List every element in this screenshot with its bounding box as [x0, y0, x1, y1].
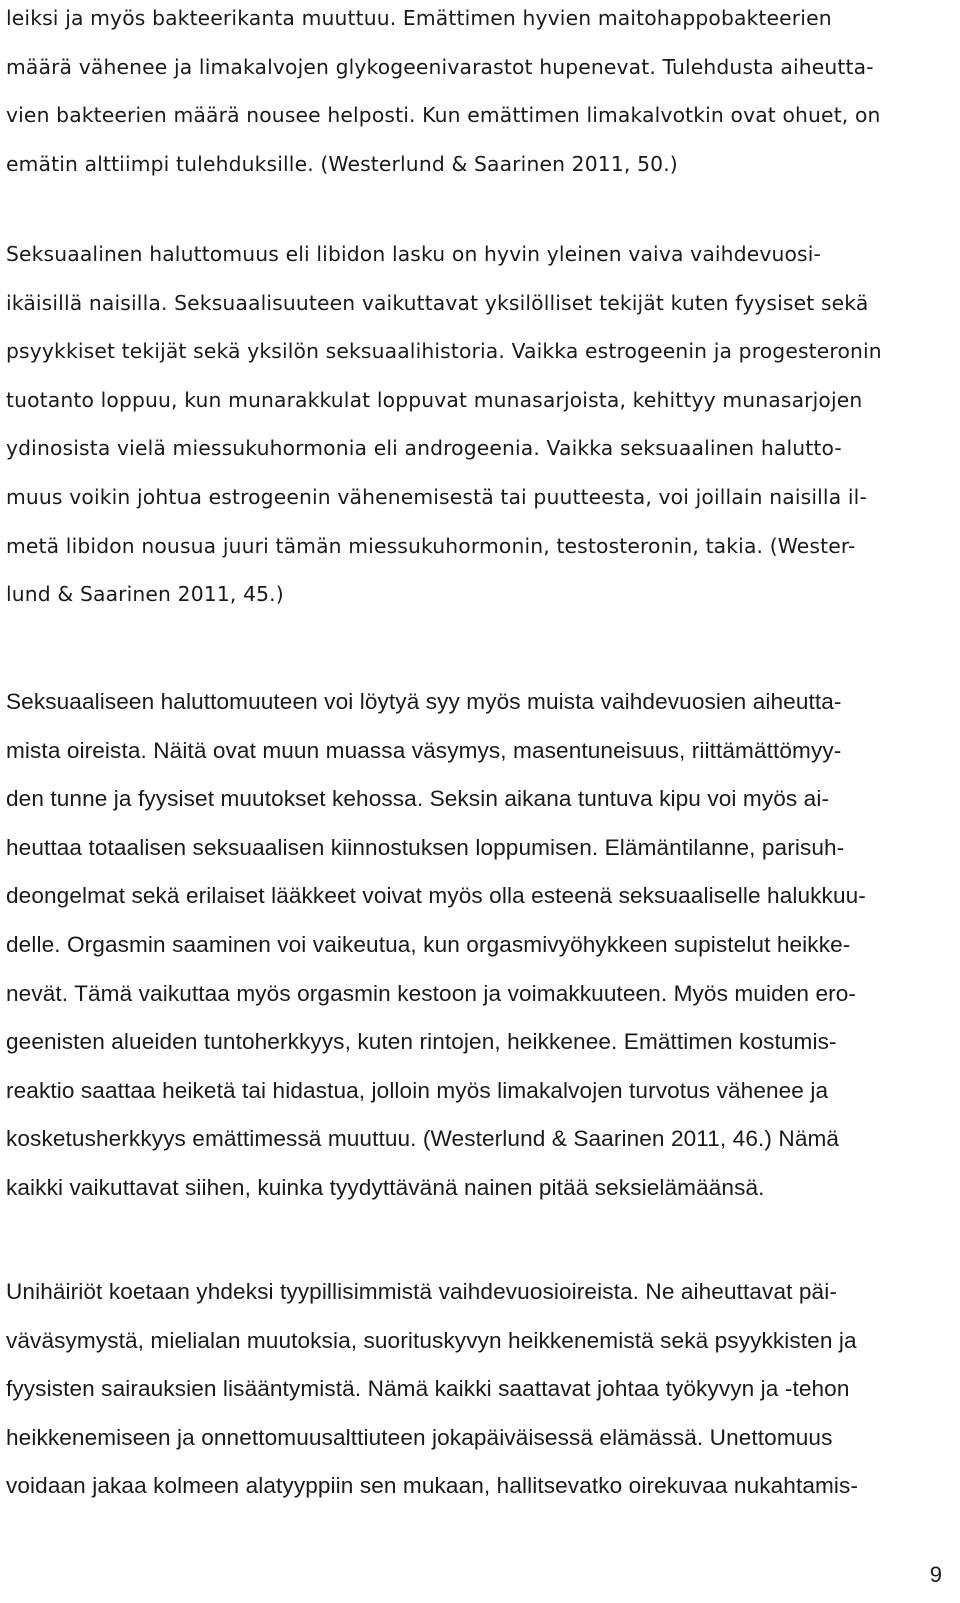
page-number: 9: [929, 1562, 942, 1587]
text-line: ydinosista vielä miessukuhormonia eli androgeenia. Vaikka seksuaalinen halutto-: [6, 436, 842, 461]
text-line: heuttaa totaalisen seksuaalisen kiinnostuksen loppumisen. Elämäntilanne, parisuh-: [6, 834, 845, 860]
text-line: heikkenemiseen ja onnettomuusalttiuteen jokapäiväisessä elämässä. Unettomuus: [6, 1424, 833, 1450]
text-line: mista oireista. Näitä ovat muun muassa väsymys, masentuneisuus, riittämättömyy-: [6, 737, 842, 763]
text-line: ikäisillä naisilla. Seksuaalisuuteen vaikuttavat yksilölliset tekijät kuten fyysiset sekä: [6, 290, 869, 315]
text-line: leiksi ja myös bakteerikanta muuttuu. Emättimen hyvien maitohappobakteerien: [6, 6, 832, 30]
paragraph-sexual-desire: [6, 230, 946, 619]
text-line: psyykkiset tekijät sekä yksilön seksuaalihistoria. Vaikka estrogeenin ja progesteronin: [6, 339, 882, 364]
text-line: reaktio saattaa heiketä tai hidastua, jolloin myös limakalvojen turvotus vähenee ja: [6, 1077, 829, 1103]
text-line: kaikki vaikuttavat siihen, kuinka tyydyttävänä nainen pitää seksielämäänsä.: [6, 1174, 765, 1200]
text-line: muus voikin johtua estrogeenin vähenemisestä tai puutteesta, voi joillain naisilla il-: [6, 484, 867, 509]
text-line: metä libidon nousua juuri tämän miessukuhormonin, testosteronin, takia. (Wester-: [6, 533, 856, 558]
text-line: määrä vähenee ja limakalvojen glykogeenivarastot hupenevat. Tulehdusta aiheutta-: [6, 54, 874, 79]
text-line: vien bakteerien määrä nousee helposti. Kun emättimen limakalvotkin ovat ohuet, on: [6, 103, 881, 128]
text-line: emätin alttiimpi tulehduksille. (Westerlund & Saarinen 2011, 50.): [6, 151, 678, 176]
paragraph-other-symptoms: [6, 678, 946, 1213]
text-line: nevät. Tämä vaikuttaa myös orgasmin kestoon ja voimakkuuteen. Myös muiden ero-: [6, 980, 857, 1006]
text-line: voidaan jakaa kolmeen alatyyppiin sen mukaan, hallitsevatko oirekuvaa nukahtamis-: [6, 1473, 859, 1499]
text-line: Seksuaaliseen haluttomuuteen voi löytyä syy myös muista vaihdevuosien aiheutta-: [6, 689, 842, 714]
text-line: deongelmat sekä erilaiset lääkkeet voivat myös olla esteenä seksuaaliselle halukkuu-: [6, 883, 866, 909]
text-line: tuotanto loppuu, kun munarakkulat loppuvat munasarjoista, kehittyy munasarjojen: [6, 387, 863, 412]
text-line: Seksuaalinen haluttomuus eli libidon lasku on hyvin yleinen vaiva vaihdevuosi-: [6, 242, 822, 266]
text-line: geenisten alueiden tuntoherkkyys, kuten rintojen, heikkenee. Emättimen kostumis-: [6, 1029, 837, 1055]
text-line: Unihäiriöt koetaan yhdeksi tyypillisimmistä vaihdevuosioireista. Ne aiheuttavat päi-: [6, 1279, 837, 1304]
text-line: den tunne ja fyysiset muutokset kehossa. Seksin aikana tuntuva kipu voi myös ai-: [6, 786, 830, 812]
text-line: väväsymystä, mielialan muutoksia, suorituskyvyn heikkenemistä sekä psyykkisten ja: [6, 1327, 857, 1353]
paragraph-bacterial-change: [6, 0, 946, 188]
text-line: lund & Saarinen 2011, 45.): [6, 582, 284, 607]
text-line: fyysisten sairauksien lisääntymistä. Nämä kaikki saattavat johtaa työkyvyn ja -tehon: [6, 1376, 850, 1402]
paragraph-sleep-disorders: [6, 1268, 946, 1511]
text-line: kosketusherkkyys emättimessä muuttuu. (Westerlund & Saarinen 2011, 46.) Nämä: [6, 1126, 840, 1152]
text-line: delle. Orgasmin saaminen voi vaikeutua, kun orgasmivyöhykkeen supistelut heikke-: [6, 931, 851, 957]
